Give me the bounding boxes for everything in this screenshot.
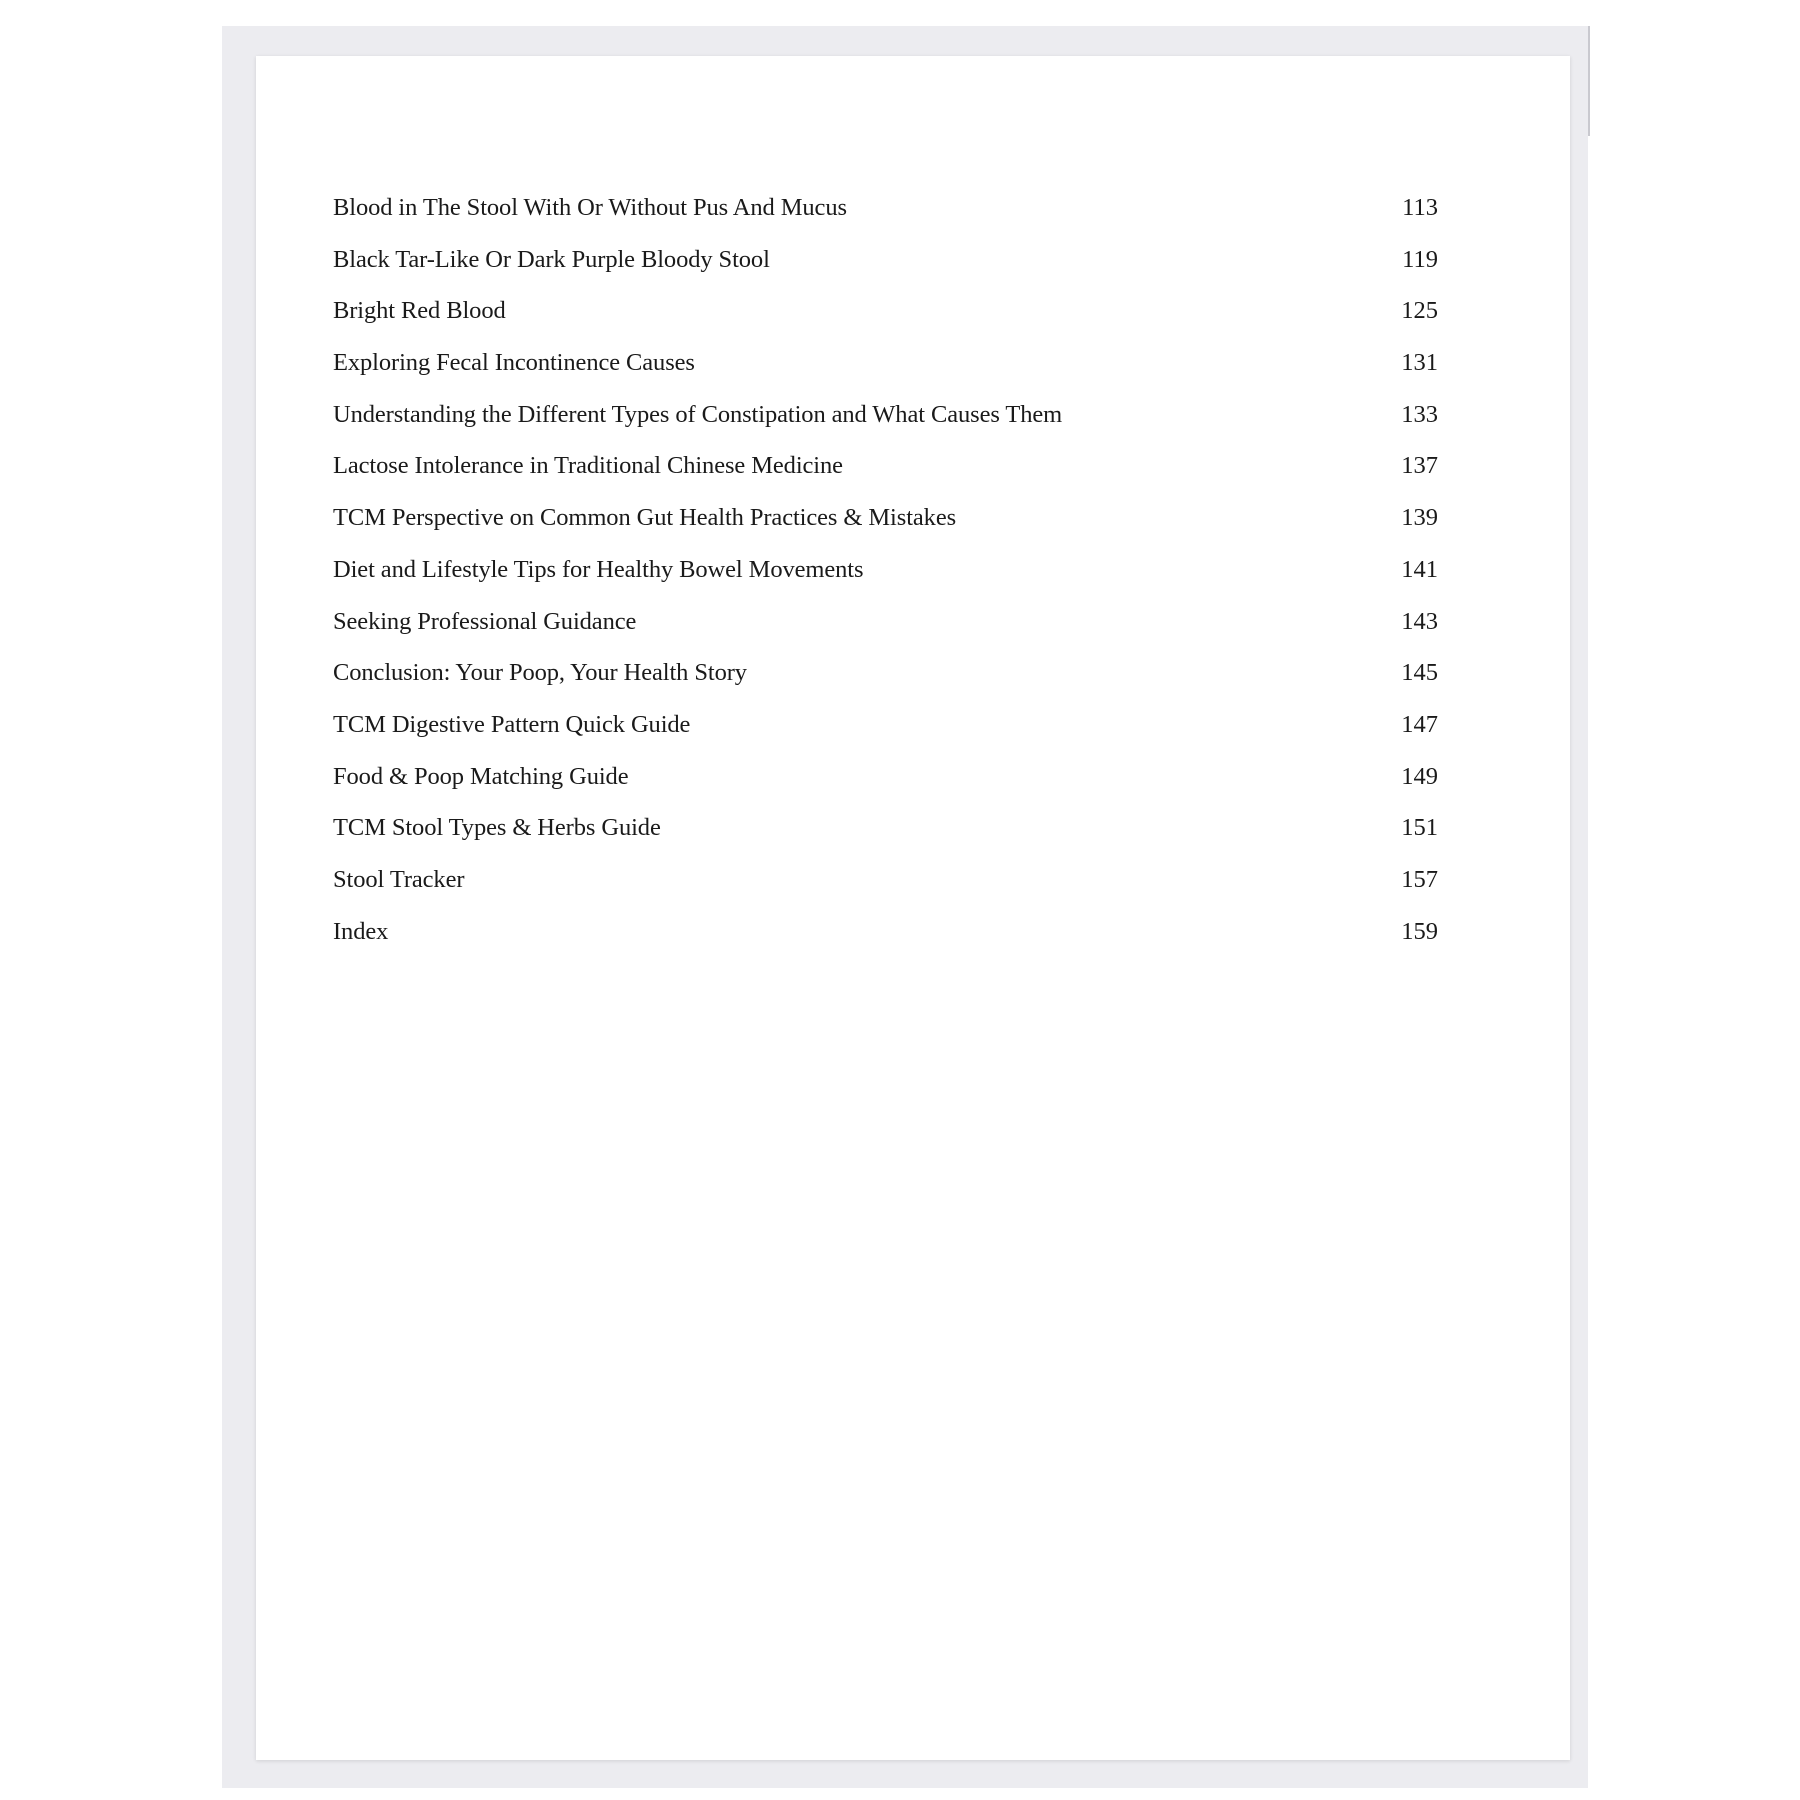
toc-entry[interactable] bbox=[333, 389, 1438, 441]
toc-entry-title: TCM Perspective on Common Gut Health Practices & Mistakes bbox=[333, 504, 957, 532]
toc-entry-title: TCM Stool Types & Herbs Guide bbox=[333, 814, 661, 842]
toc-entry[interactable] bbox=[333, 337, 1438, 389]
toc-entry-page-number: 149 bbox=[1401, 762, 1438, 790]
toc-entry-title: Index bbox=[333, 917, 389, 945]
toc-entry-page-number: 137 bbox=[1401, 452, 1438, 480]
toc-entry-title: Food & Poop Matching Guide bbox=[333, 762, 629, 790]
toc-entry-title: Blood in The Stool With Or Without Pus And Mucus bbox=[333, 194, 847, 221]
toc-entry-page-number: 147 bbox=[1401, 710, 1438, 738]
toc-entry-title: Diet and Lifestyle Tips for Healthy Bowel Movements bbox=[333, 555, 864, 583]
table-of-contents bbox=[333, 182, 1438, 957]
toc-entry-page-number: 145 bbox=[1401, 659, 1438, 687]
toc-entry-page-number: 139 bbox=[1401, 504, 1438, 532]
toc-entry-page-number: 151 bbox=[1401, 814, 1438, 842]
toc-entry-title: Lactose Intolerance in Traditional Chinese Medicine bbox=[333, 452, 843, 480]
toc-entry-title: Seeking Professional Guidance bbox=[333, 607, 637, 635]
toc-entry-page-number: 131 bbox=[1401, 349, 1438, 377]
toc-entry-title: Conclusion: Your Poop, Your Health Story bbox=[333, 659, 747, 687]
toc-entry-page-number: 125 bbox=[1401, 297, 1438, 325]
toc-entry[interactable] bbox=[333, 647, 1438, 699]
toc-entry-title: TCM Digestive Pattern Quick Guide bbox=[333, 710, 691, 738]
toc-entry-title: Black Tar-Like Or Dark Purple Bloody Stool bbox=[333, 245, 770, 273]
toc-entry-page-number: 141 bbox=[1401, 555, 1438, 583]
toc-entry-page-number: 143 bbox=[1401, 607, 1438, 635]
toc-entry[interactable] bbox=[333, 440, 1438, 492]
toc-entry-page-number: 133 bbox=[1401, 400, 1438, 428]
toc-entry-page-number: 119 bbox=[1402, 245, 1438, 273]
toc-entry[interactable] bbox=[333, 285, 1438, 337]
toc-entry-title: Bright Red Blood bbox=[333, 297, 506, 325]
toc-entry[interactable] bbox=[333, 234, 1438, 286]
toc-entry[interactable] bbox=[333, 751, 1438, 803]
toc-entry[interactable] bbox=[333, 699, 1438, 751]
toc-entry[interactable] bbox=[333, 854, 1438, 906]
toc-entry[interactable] bbox=[333, 492, 1438, 544]
toc-entry[interactable] bbox=[333, 596, 1438, 648]
toc-entry-title: Stool Tracker bbox=[333, 865, 465, 893]
toc-entry-title: Exploring Fecal Incontinence Causes bbox=[333, 349, 695, 377]
toc-entry-page-number: 113 bbox=[1402, 194, 1438, 221]
toc-entry-page-number: 157 bbox=[1401, 865, 1438, 893]
toc-entry-page-number: 159 bbox=[1401, 917, 1438, 945]
toc-entry-title: Understanding the Different Types of Constipation and What Causes Them bbox=[333, 400, 1063, 428]
toc-entry[interactable] bbox=[333, 182, 1438, 234]
toc-entry[interactable] bbox=[333, 544, 1438, 596]
toc-entry[interactable] bbox=[333, 906, 1438, 958]
scrollbar[interactable] bbox=[1588, 26, 1590, 136]
toc-entry[interactable] bbox=[333, 802, 1438, 854]
